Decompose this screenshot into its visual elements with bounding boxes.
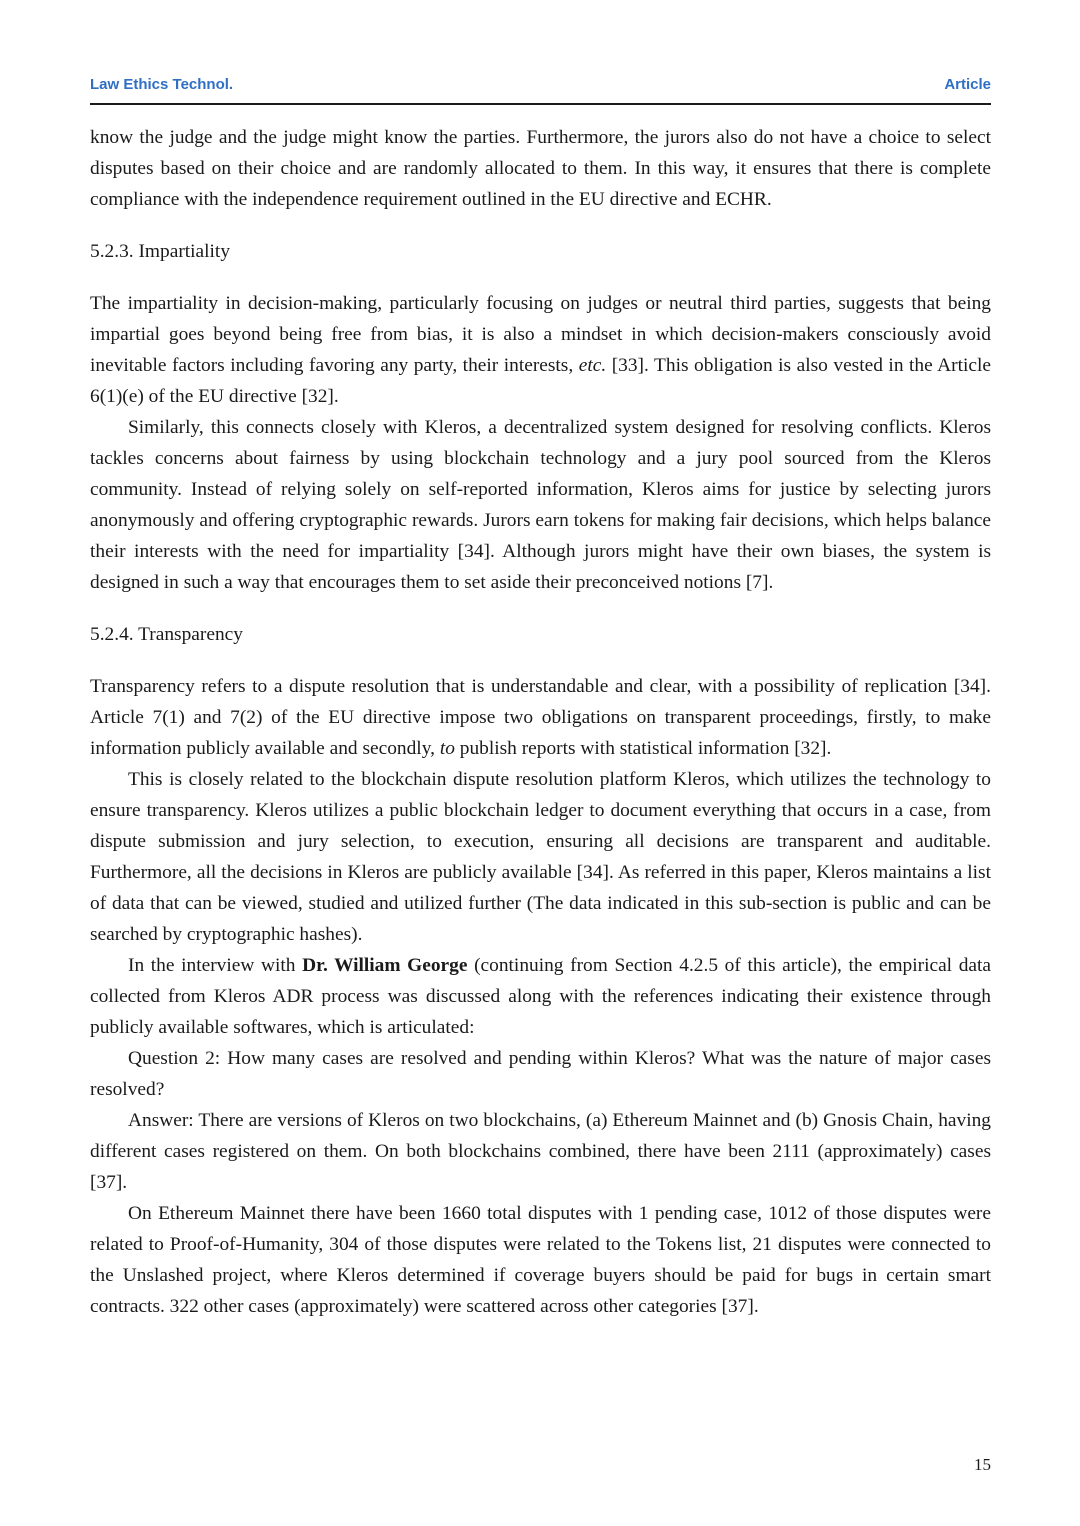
text-run: [33]. This obligation is also vested in the Article 6(1)(e) of the EU directive [32]. (90, 355, 992, 407)
paragraph-transparency-definition (90, 671, 991, 764)
paragraph-impartiality-definition (90, 288, 991, 412)
interviewee-name: Dr. William George (302, 955, 468, 976)
text-run: In the interview with (128, 955, 303, 976)
page-number: 15 (974, 1455, 991, 1474)
journal-name: Law Ethics Technol. (90, 76, 234, 93)
section-heading-impartiality: 5.2.3. Impartiality (90, 241, 231, 262)
header-divider (90, 103, 991, 105)
text-run: publish reports with statistical information [32]. (454, 738, 832, 759)
paragraph-interview (90, 950, 991, 1043)
paragraph-ethereum-disputes: On Ethereum Mainnet there have been 1660 total disputes with 1 pending case, 1012 of those disputes were related to Proof-of-Humanity, 304 of those disputes were related to the Tokens list, 21 disputes were connected to the Unslashed project, where Kleros determined if coverage buyers should be paid for bugs in certain smart contracts. 322 other cases (approximately) were scattered across other categories [37]. (90, 1203, 991, 1317)
article-body (90, 122, 991, 1322)
paragraph-kleros-impartiality: Similarly, this connects closely with Kleros, a decentralized system designed for resolving conflicts. Kleros tackles concerns about fairness by using blockchain technology and a jury pool sourced from the Kleros community. Instead of relying solely on self-reported information, Kleros aims for justice by selecting jurors anonymously and offering cryptographic rewards. Jurors earn tokens for making fair decisions, which helps balance their interests with the need for impartiality [34]. Although jurors might have their own biases, the system is designed in such a way that encourages them to set aside their preconceived notions [7]. (90, 417, 991, 593)
paragraph-question-2: Question 2: How many cases are resolved and pending within Kleros? What was the nature of major cases resolved? (90, 1048, 991, 1100)
text-run: The impartiality in decision-making, particularly focusing on judges or neutral third parties, suggests that being impartial goes beyond being free from bias, it is also a mindset in which decision-makers consciously avoid inevitable factors including favoring any party, their interests, (90, 293, 991, 376)
article-type-label: Article (944, 76, 991, 93)
italic-etc: etc. (578, 355, 607, 376)
paragraph-kleros-transparency: This is closely related to the blockchain dispute resolution platform Kleros, which utilizes the technology to ensure transparency. Kleros utilizes a public blockchain ledger to document everything that occurs in a case, from dispute submission and jury selection, to execution, ensuring all decisions are transparent and auditable. Furthermore, all the decisions in Kleros are publicly available [34]. As referred in this paper, Kleros maintains a list of data that can be viewed, studied and utilized further (The data indicated in this sub-section is public and can be searched by cryptographic hashes). (90, 769, 991, 945)
text-run: (continuing from Section 4.2.5 of this article), the empirical data collected from Kleros ADR process was discussed along with the references indicating their existence through publicly available softwares, which is articulated: (90, 955, 991, 1038)
section-heading-transparency: 5.2.4. Transparency (90, 624, 243, 645)
italic-to: to (439, 738, 455, 759)
paragraph-independence-continued: know the judge and the judge might know the parties. Furthermore, the jurors also do not have a choice to select disputes based on their choice and are randomly allocated to them. In this way, it ensures that there is complete compliance with the independence requirement outlined in the EU directive and ECHR. (90, 127, 991, 210)
text-run: Transparency refers to a dispute resolution that is understandable and clear, with a possibility of replication [34]. Article 7(1) and 7(2) of the EU directive impose two obligations on transparent proceedings, firstly, to make information publicly available and secondly, (90, 676, 991, 759)
running-header (90, 76, 991, 98)
paragraph-answer: Answer: There are versions of Kleros on two blockchains, (a) Ethereum Mainnet and (b) Gnosis Chain, having different cases registered on them. On both blockchains combined, there have been 2111 (approximately) cases [37]. (90, 1110, 991, 1193)
